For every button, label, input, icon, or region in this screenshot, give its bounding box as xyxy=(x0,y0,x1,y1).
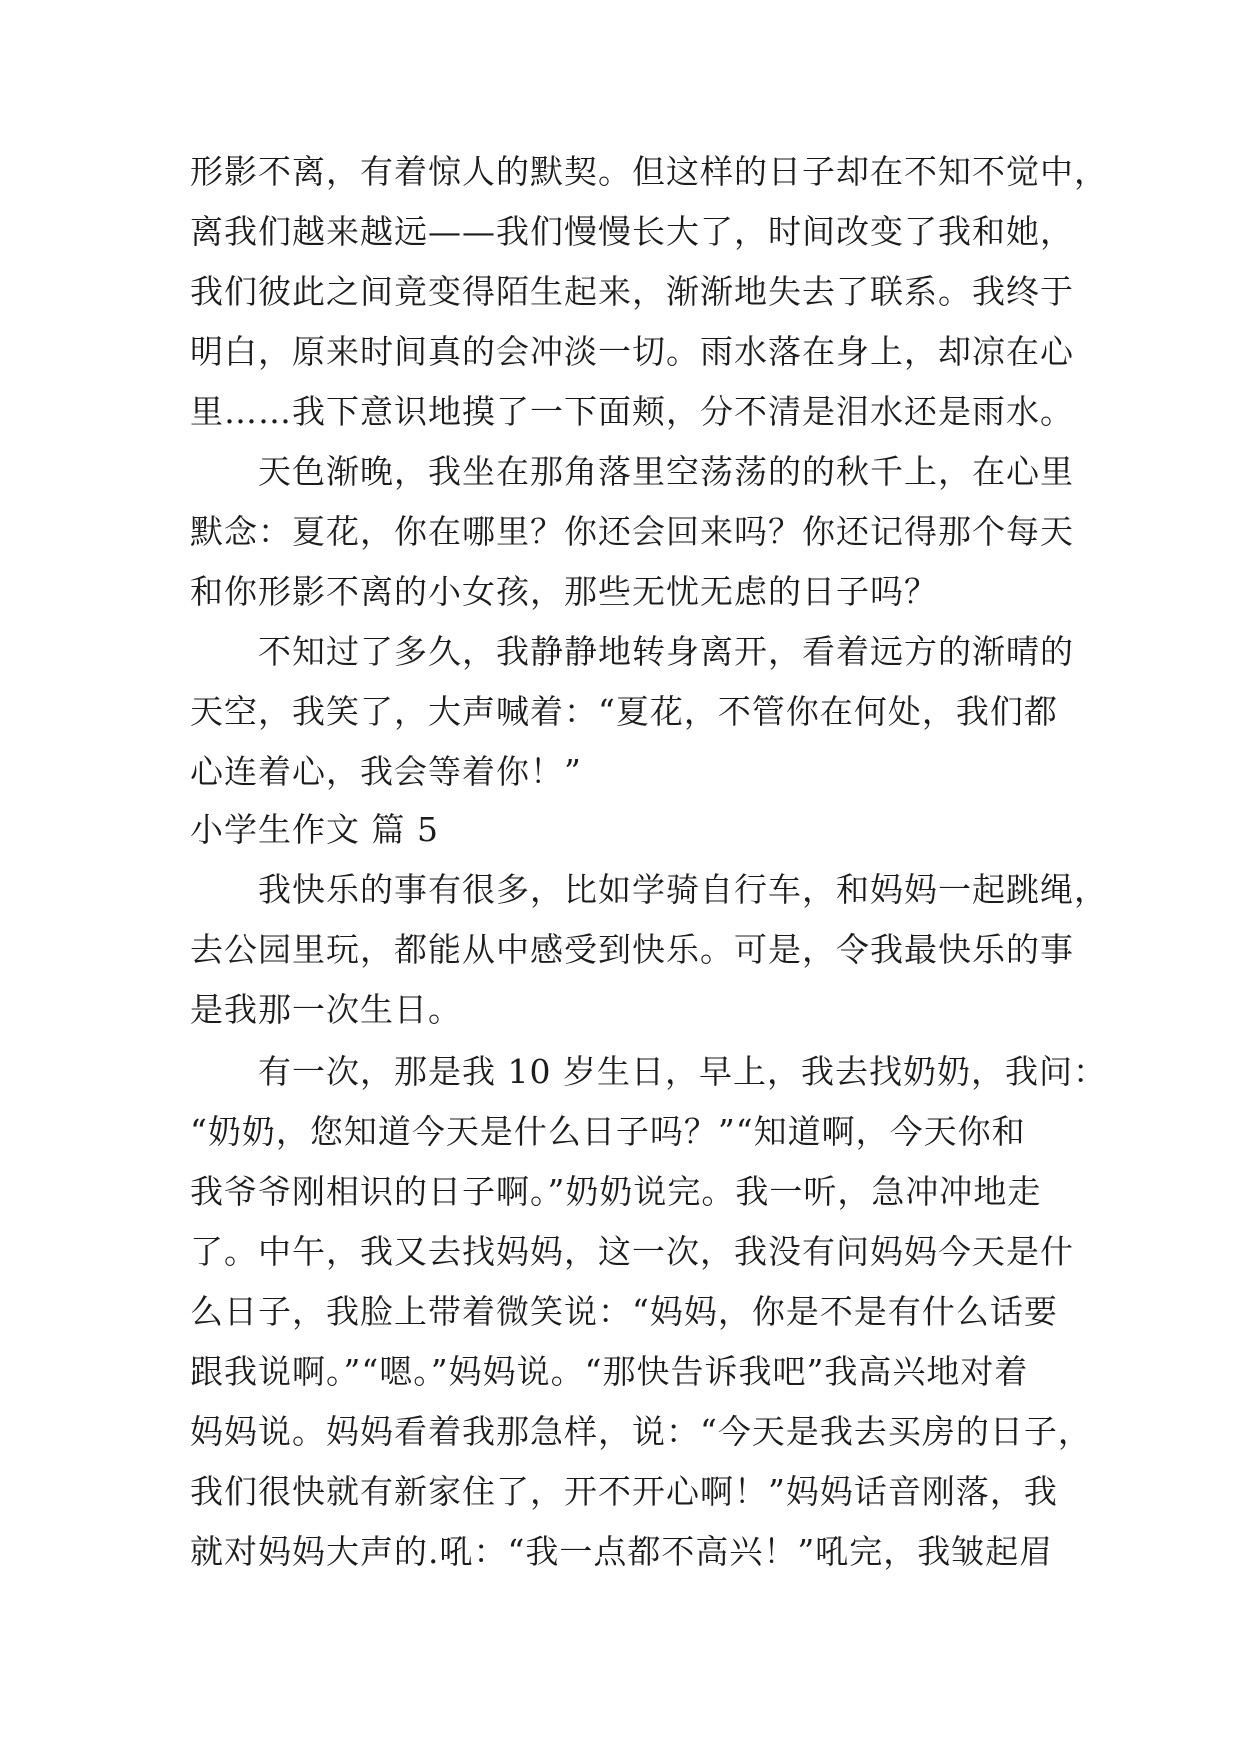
paragraph-line: 天空，我笑了，大声喊着：“夏花，不管你在何处，我们都 xyxy=(190,692,1058,731)
paragraph-line: 我快乐的事有很多，比如学骑自行车，和妈妈一起跳绳， xyxy=(258,870,1108,909)
paragraph-line: 有一次，那是我 10 岁生日，早上，我去找奶奶，我问： xyxy=(258,1052,1107,1091)
paragraph-line: 和你形影不离的小女孩，那些无忧无虑的日子吗？ xyxy=(190,572,938,611)
section-heading: 小学生作文 篇 5 xyxy=(190,810,439,849)
paragraph-line: 么日子，我脸上带着微笑说：“妈妈，你是不是有什么话要 xyxy=(190,1292,1058,1331)
paragraph-line: 是我那一次生日。 xyxy=(190,990,462,1029)
paragraph-line: 不知过了多久，我静静地转身离开，看着远方的渐晴的 xyxy=(258,632,1074,671)
paragraph-line: 我们彼此之间竟变得陌生起来，渐渐地失去了联系。我终于 xyxy=(190,272,1074,311)
paragraph-line: 默念：夏花，你在哪里？你还会回来吗？你还记得那个每天 xyxy=(190,512,1074,551)
paragraph-line: 去公园里玩，都能从中感受到快乐。可是，令我最快乐的事 xyxy=(190,930,1074,969)
paragraph-line: 离我们越来越远——我们慢慢长大了，时间改变了我和她， xyxy=(190,212,1074,251)
paragraph-line: 跟我说啊。”“嗯。”妈妈说。“那快告诉我吧”我高兴地对着 xyxy=(190,1352,1029,1391)
paragraph-line: 形影不离，有着惊人的默契。但这样的日子却在不知不觉中， xyxy=(190,152,1108,191)
paragraph-line: 明白，原来时间真的会冲淡一切。雨水落在身上，却凉在心 xyxy=(190,332,1074,371)
paragraph-line: 天色渐晚，我坐在那角落里空荡荡的的秋千上，在心里 xyxy=(258,452,1074,491)
paragraph-line: 我爷爷刚相识的日子啊。”奶奶说完。我一听，急冲冲地走 xyxy=(190,1172,1042,1211)
paragraph-line: 就对妈妈大声的.吼：“我一点都不高兴！”吼完，我皱起眉 xyxy=(190,1532,1054,1571)
paragraph-line: 心连着心，我会等着你！” xyxy=(190,752,582,791)
paragraph-line: 了。中午，我又去找妈妈，这一次，我没有问妈妈今天是什 xyxy=(190,1232,1074,1271)
paragraph-line: “奶奶，您知道今天是什么日子吗？”“知道啊，今天你和 xyxy=(190,1112,1026,1151)
paragraph-line: 我们很快就有新家住了，开不开心啊！”妈妈话音刚落，我 xyxy=(190,1472,1058,1511)
paragraph-line: 妈妈说。妈妈看着我那急样，说：“今天是我去买房的日子， xyxy=(190,1412,1092,1451)
paragraph-line: 里……我下意识地摸了一下面颊，分不清是泪水还是雨水。 xyxy=(190,392,1074,431)
